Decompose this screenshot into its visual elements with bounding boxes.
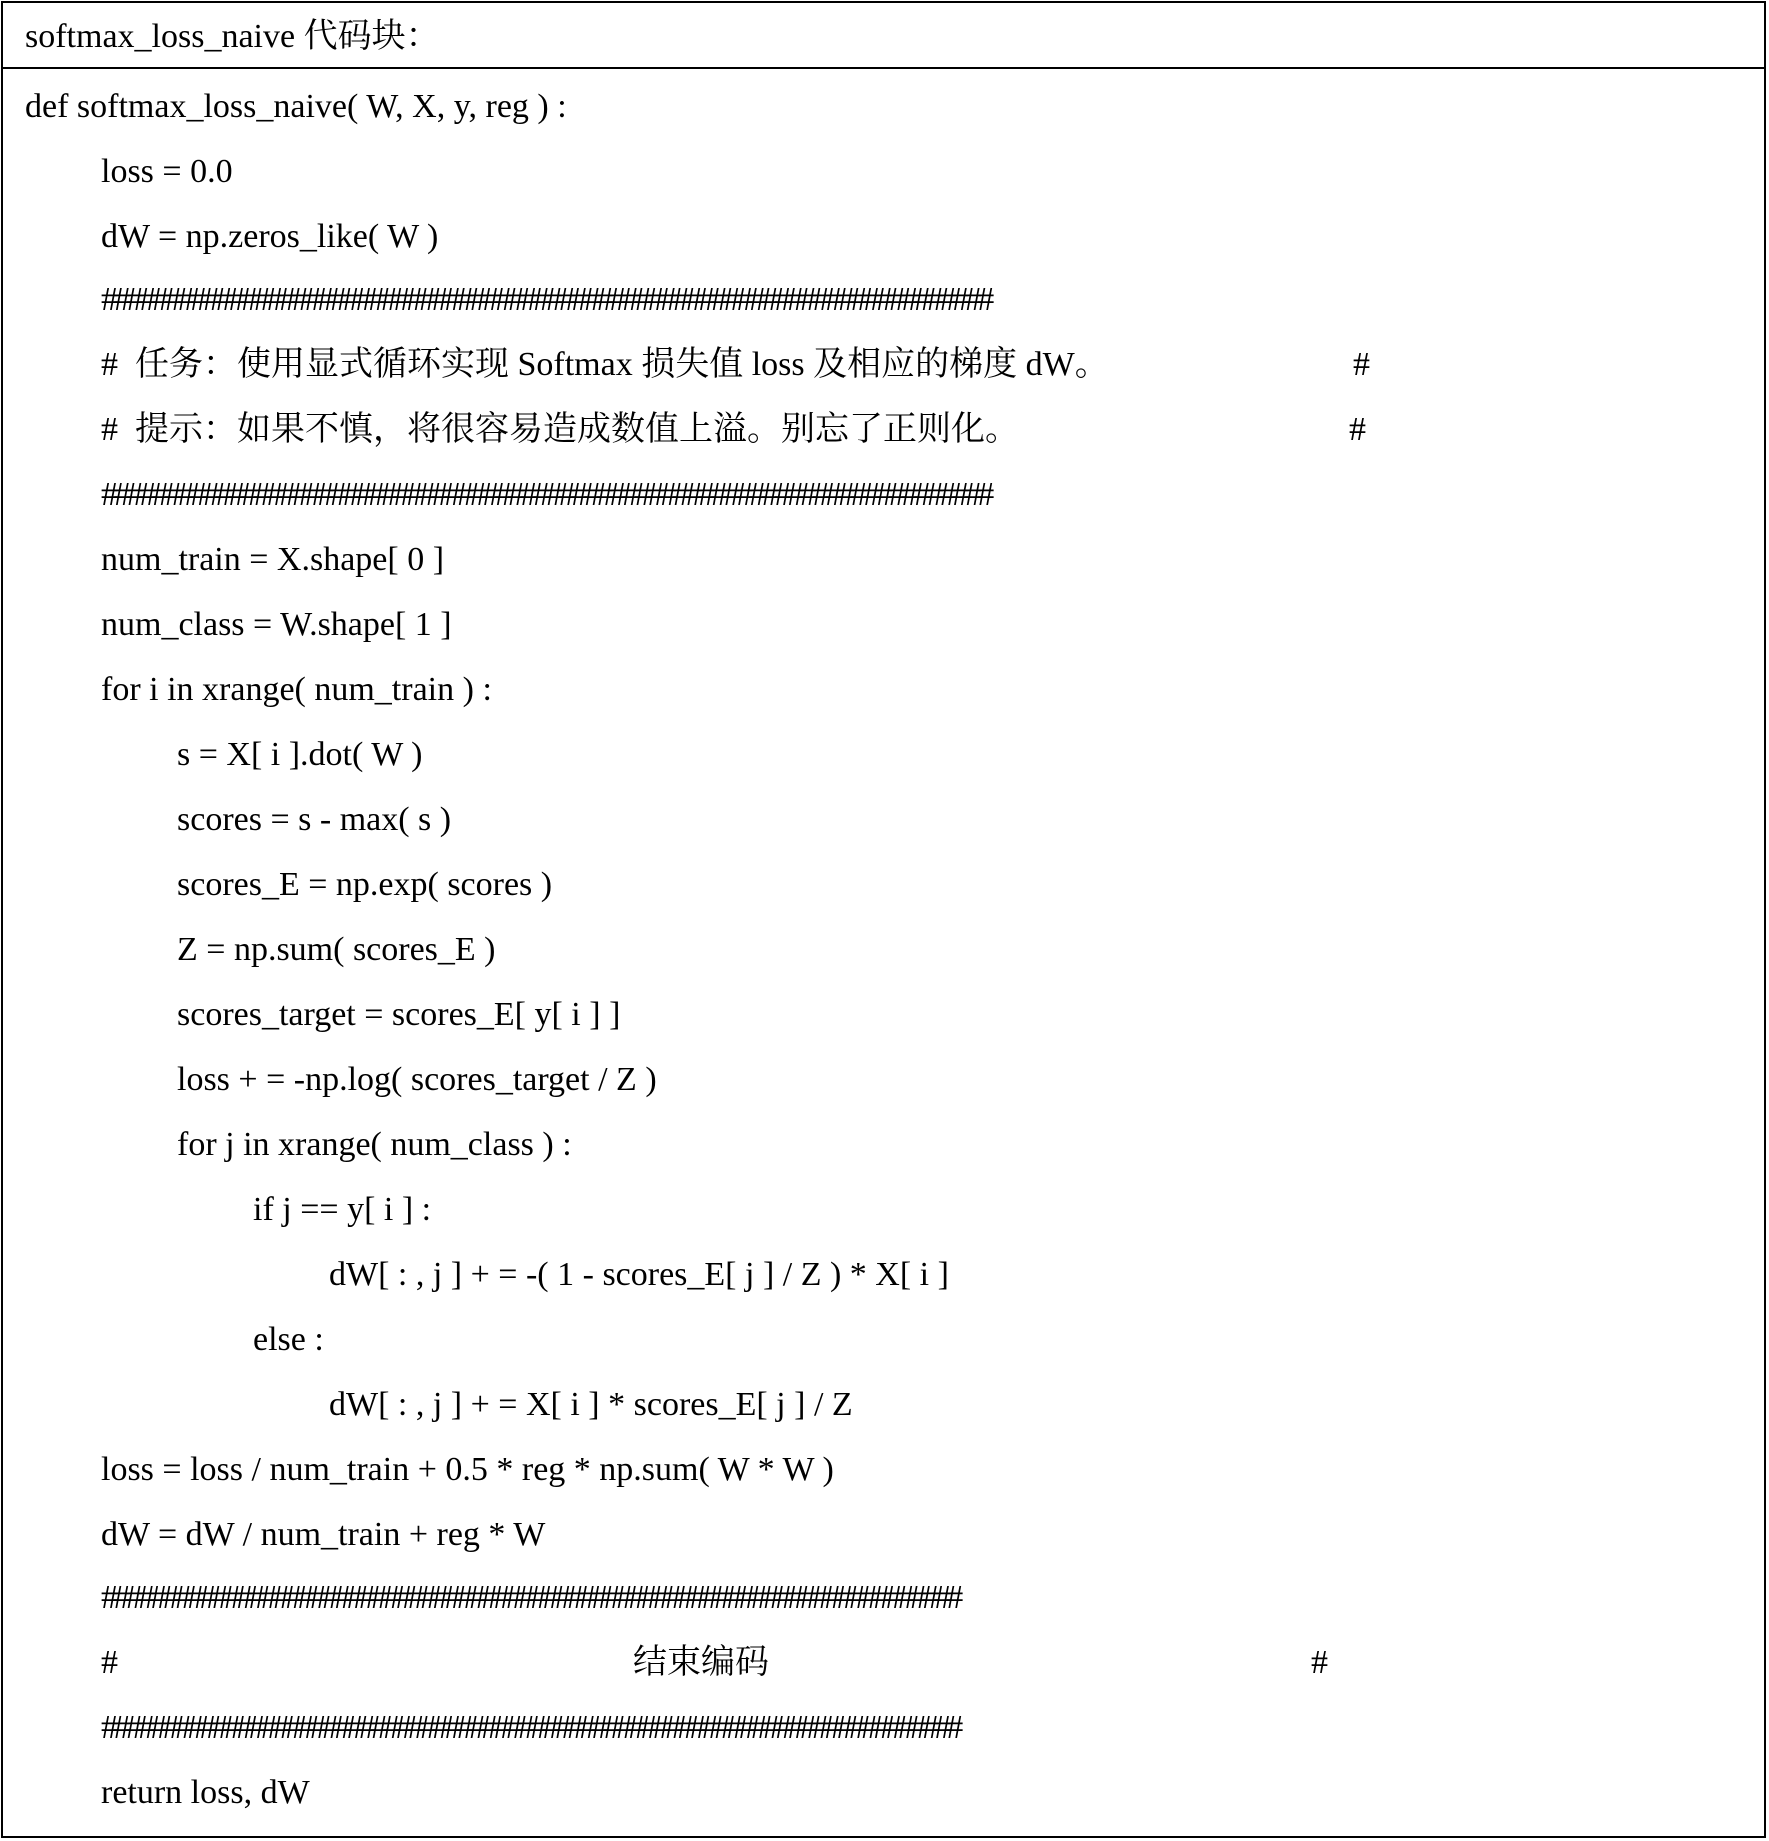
end-comment-text: 结束编码 (633, 1644, 769, 1681)
code-line-loss-accum: loss + = -np.log( scores_target / Z ) (177, 1061, 657, 1098)
code-line-def: def softmax_loss_naive( W, X, y, reg ) : (25, 88, 567, 125)
comment-task: # 任务：使用显式循环实现 Softmax 损失值 loss 及相应的梯度 dW。 (101, 346, 1109, 383)
comment-rule-top: ###################################################################### (101, 281, 991, 318)
code-line-dw-init: dW = np.zeros_like( W ) (101, 218, 439, 255)
end-rule-bottom: ###################################################################### (101, 1709, 959, 1746)
code-line-return: return loss, dW (101, 1774, 310, 1811)
code-line-num-class: num_class = W.shape[ 1 ] (101, 606, 452, 643)
code-line-for-j: for j in xrange( num_class ) : (177, 1126, 572, 1163)
code-line-dw-final: dW = dW / num_train + reg * W (101, 1516, 546, 1553)
code-line-num-train: num_train = X.shape[ 0 ] (101, 541, 445, 578)
end-rule-top: ###################################################################### (101, 1579, 959, 1616)
code-line-scores: scores = s - max( s ) (177, 801, 452, 838)
comment-hint: # 提示：如果不慎，将很容易造成数值上溢。别忘了正则化。 (101, 411, 1019, 448)
comment-rule-bottom: ###################################################################### (101, 476, 991, 513)
code-body (3, 69, 1764, 1836)
end-comment-left-hash: # (101, 1644, 118, 1681)
code-block-title: softmax_loss_naive 代码块： (25, 18, 440, 55)
code-line-if: if j == y[ i ] : (253, 1191, 432, 1228)
comment-task-end-hash: # (1353, 346, 1370, 383)
code-line-loss-final: loss = loss / num_train + 0.5 * reg * np.sum( W * W ) (101, 1451, 834, 1488)
code-line-z: Z = np.sum( scores_E ) (177, 931, 496, 968)
code-line-scores-target: scores_target = scores_E[ y[ i ] ] (177, 996, 621, 1033)
code-line-s: s = X[ i ].dot( W ) (177, 736, 423, 773)
code-line-else: else : (253, 1321, 324, 1358)
comment-hint-end-hash: # (1349, 411, 1366, 448)
code-line-scores-e: scores_E = np.exp( scores ) (177, 866, 553, 903)
code-block-table (1, 1, 1766, 1838)
code-block-header (3, 3, 1764, 69)
code-line-for-i: for i in xrange( num_train ) : (101, 671, 492, 708)
end-comment-right-hash: # (1311, 1644, 1328, 1681)
code-line-dw-else: dW[ : , j ] + = X[ i ] * scores_E[ j ] / Z (329, 1386, 853, 1423)
code-line-dw-if: dW[ : , j ] + = -( 1 - scores_E[ j ] / Z ) * X[ i ] (329, 1256, 949, 1293)
code-line-loss-init: loss = 0.0 (101, 153, 233, 190)
